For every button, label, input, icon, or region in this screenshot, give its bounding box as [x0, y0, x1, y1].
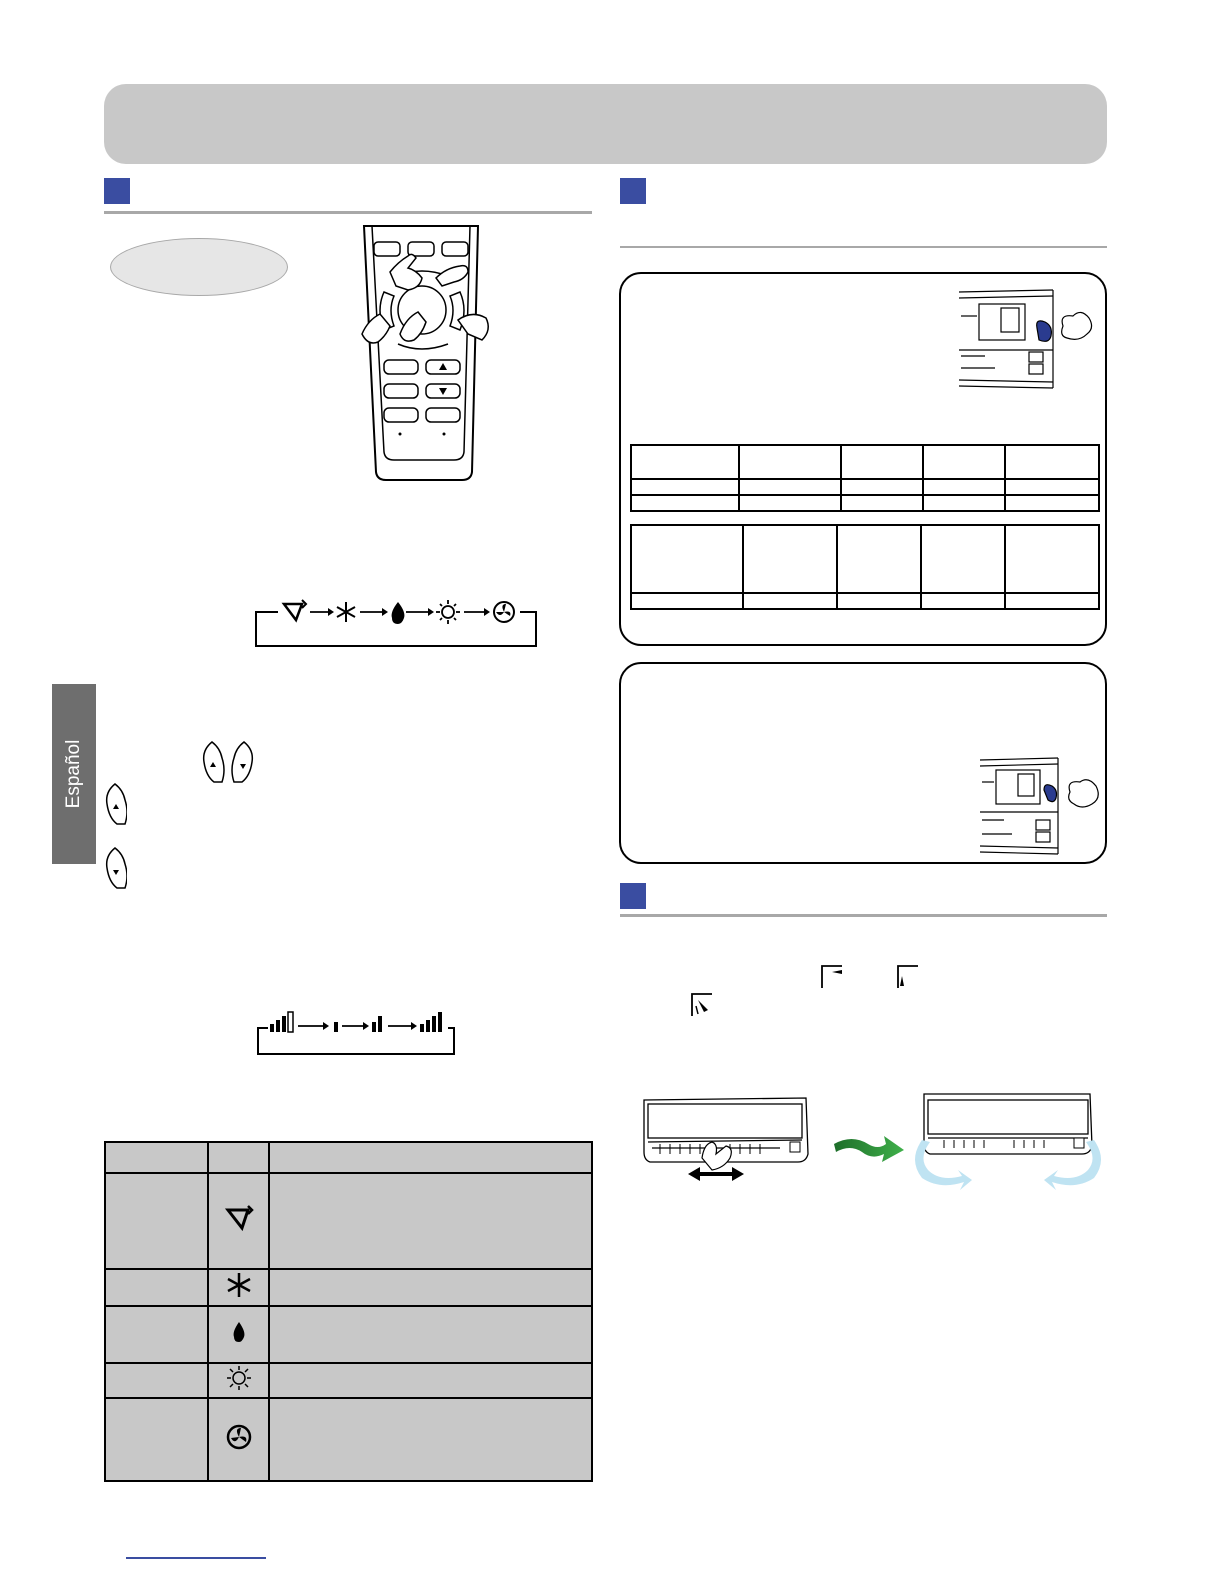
- table-cell: [841, 495, 923, 511]
- table-row: [105, 1173, 592, 1269]
- down-button-icon: [103, 846, 127, 890]
- label-oval: [110, 238, 288, 296]
- hand-press-icon: [1037, 321, 1052, 341]
- table-cell: [208, 1173, 269, 1269]
- fan-high-icon: [420, 1012, 442, 1032]
- transition-arrow-icon: [832, 1130, 906, 1166]
- indoor-unit-manual-louver-illustration: [640, 1094, 812, 1186]
- table-cell: [923, 479, 1005, 495]
- table-cell: [208, 1398, 269, 1481]
- info-table-2: [630, 524, 1100, 610]
- table-cell: [105, 1173, 208, 1269]
- table-cell: [105, 1306, 208, 1363]
- table-cell: [921, 525, 1005, 593]
- section-marker-right-2: [620, 883, 646, 909]
- table-cell: [1005, 495, 1099, 511]
- table-cell: [631, 525, 743, 593]
- left-arrow-icon: [688, 1167, 700, 1181]
- remote-button-1: [374, 242, 400, 256]
- cool-icon: [224, 1270, 254, 1300]
- section-rule-right-2: [620, 914, 1107, 917]
- table-cell: [739, 479, 841, 495]
- right-arrow-icon: [732, 1167, 744, 1181]
- table-cell: [841, 445, 923, 479]
- heat-icon: [224, 1364, 254, 1392]
- table-cell: [208, 1363, 269, 1398]
- up-button-icon: [204, 742, 224, 782]
- table-cell: [105, 1142, 208, 1173]
- auto-icon: [224, 1204, 254, 1234]
- fan-speed-cycle-diagram: [256, 1010, 458, 1058]
- section-marker-right-1: [620, 178, 646, 204]
- indoor-unit-airflow-illustration: [904, 1090, 1108, 1194]
- fan-mid-icon: [372, 1016, 382, 1032]
- table-cell: [208, 1142, 269, 1173]
- language-tab[interactable]: [52, 684, 96, 864]
- table-cell: [743, 593, 837, 609]
- direction-buttons-inline: [200, 740, 258, 784]
- indoor-unit-panel-illustration: [978, 754, 1102, 856]
- table-row: [105, 1363, 592, 1398]
- table-row: [105, 1269, 592, 1306]
- table-cell: [841, 479, 923, 495]
- table-cell: [631, 445, 739, 479]
- table-cell: [105, 1363, 208, 1398]
- table-cell: [631, 495, 739, 511]
- auto-icon: [284, 600, 306, 620]
- table-cell: [269, 1269, 592, 1306]
- footer-link-underline[interactable]: [126, 1557, 266, 1559]
- table-cell: [1005, 445, 1099, 479]
- heat-icon: [436, 600, 460, 624]
- table-cell: [269, 1306, 592, 1363]
- info-table-1: [630, 444, 1100, 512]
- table-cell: [1005, 525, 1099, 593]
- table-cell: [1005, 479, 1099, 495]
- table-cell: [739, 495, 841, 511]
- table-cell: [739, 445, 841, 479]
- table-cell: [743, 525, 837, 593]
- up-button-icon: [103, 782, 127, 826]
- fan-low-icon: [334, 1022, 338, 1032]
- louver-position-1-icon: [818, 962, 846, 990]
- table-cell: [923, 495, 1005, 511]
- table-cell: [105, 1269, 208, 1306]
- header-band: [104, 84, 1107, 164]
- table-cell: [105, 1398, 208, 1481]
- hand-icon: [702, 1142, 731, 1170]
- section-rule-left: [104, 211, 592, 214]
- table-cell: [269, 1363, 592, 1398]
- table-cell: [631, 479, 739, 495]
- table-row: [105, 1306, 592, 1363]
- louver-position-2-icon: [894, 962, 922, 990]
- table-cell: [1005, 593, 1099, 609]
- remote-control-illustration: [350, 222, 500, 484]
- down-button-icon: [232, 742, 252, 782]
- table-cell: [921, 593, 1005, 609]
- table-cell: [631, 593, 743, 609]
- table-cell: [208, 1306, 269, 1363]
- table-cell: [269, 1173, 592, 1269]
- hand-press-icon: [1044, 785, 1057, 802]
- mode-table: [104, 1141, 593, 1482]
- fan-icon: [224, 1422, 254, 1452]
- cool-icon: [337, 602, 355, 622]
- fan-auto-icon: [270, 1012, 293, 1032]
- language-tab-label: Español: [63, 739, 84, 809]
- table-cell: [923, 445, 1005, 479]
- table-cell: [837, 525, 921, 593]
- table-row: [105, 1398, 592, 1481]
- table-cell: [208, 1269, 269, 1306]
- section-marker-left: [104, 178, 130, 204]
- remote-button-3: [442, 242, 468, 256]
- section-rule-right-1: [620, 246, 1107, 248]
- dry-icon: [392, 602, 405, 624]
- table-header-row: [105, 1142, 592, 1173]
- louver-swing-icon: [688, 990, 716, 1018]
- indoor-unit-panel-illustration: [955, 286, 1095, 394]
- table-cell: [269, 1142, 592, 1173]
- dry-icon: [224, 1317, 254, 1347]
- table-cell: [837, 593, 921, 609]
- fan-icon: [494, 602, 514, 622]
- table-cell: [269, 1398, 592, 1481]
- mode-cycle-diagram: [254, 596, 540, 648]
